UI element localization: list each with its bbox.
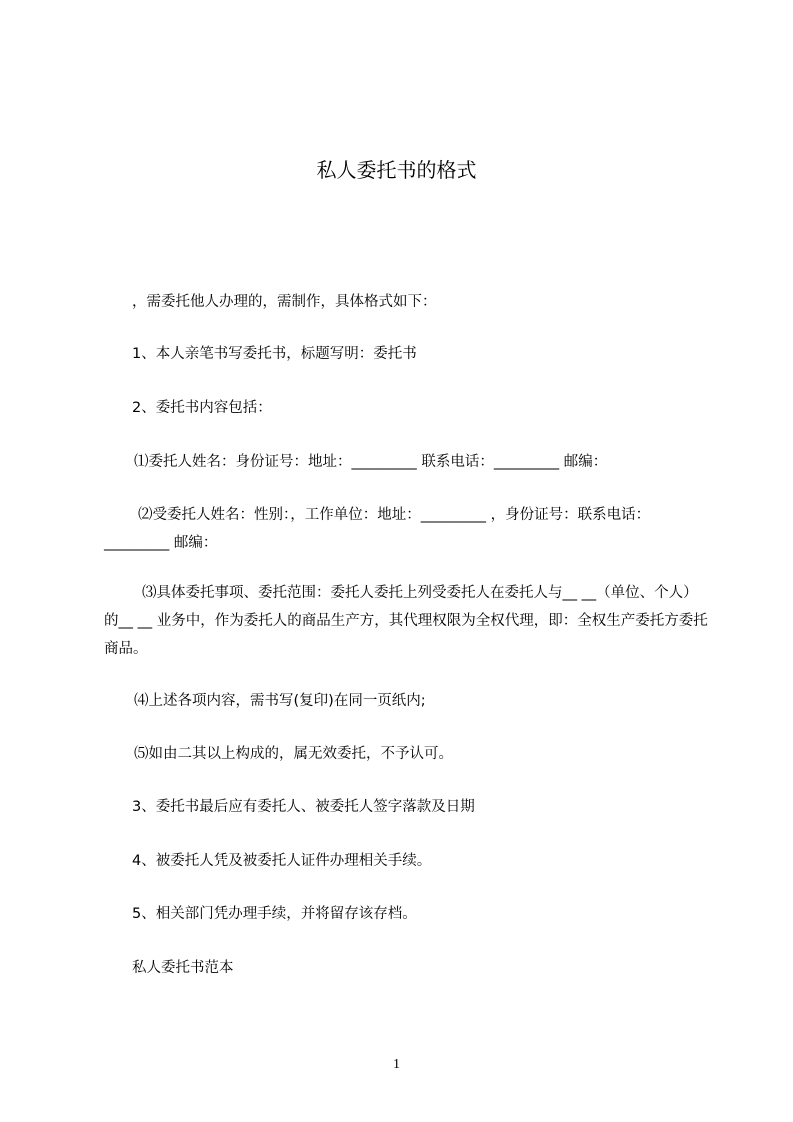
- subitem-1-paragraph: ⑴委托人姓名：身份证号：地址：_________ 联系电话：_________ 邮编：: [134, 454, 608, 470]
- subitem-5-paragraph: ⑸如由二其以上构成的，属无效委托，不予认可。: [134, 746, 453, 762]
- intro-paragraph: ，需委托他人办理的，需制作，具体格式如下：: [132, 294, 437, 310]
- subitem-4-paragraph: ⑷上述各项内容，需书写(复印)在同一页纸内;: [134, 693, 426, 709]
- item-5-paragraph: 5、相关部门凭办理手续，并将留存该存档。: [132, 906, 417, 922]
- template-heading-paragraph: 私人委托书范本: [132, 960, 234, 976]
- item-1-paragraph: 1、本人亲笔书写委托书，标题写明：委托书: [132, 346, 417, 362]
- subitem-3-paragraph: ⑶具体委托事项、委托范围：委托人委托上列受委托人在委托人与__ __（单位、个人）的__ __ 业务中，作为委托人的商品生产方，其代理权限为全权代理，即：全权生产委托方委托商品。: [104, 585, 708, 657]
- item-3-paragraph: 3、委托书最后应有委托人、被委托人签字落款及日期: [132, 799, 475, 815]
- subitem-2-paragraph: ⑵受委托人姓名：性别：，工作单位：地址：_________ ，身份证号：联系电话：_________ 邮编：: [104, 507, 651, 551]
- item-2-paragraph: 2、委托书内容包括：: [132, 400, 272, 416]
- document-title: 私人委托书的格式: [316, 158, 477, 183]
- page-number: 1: [393, 1057, 400, 1072]
- item-4-paragraph: 4、被委托人凭及被委托人证件办理相关手续。: [132, 853, 432, 869]
